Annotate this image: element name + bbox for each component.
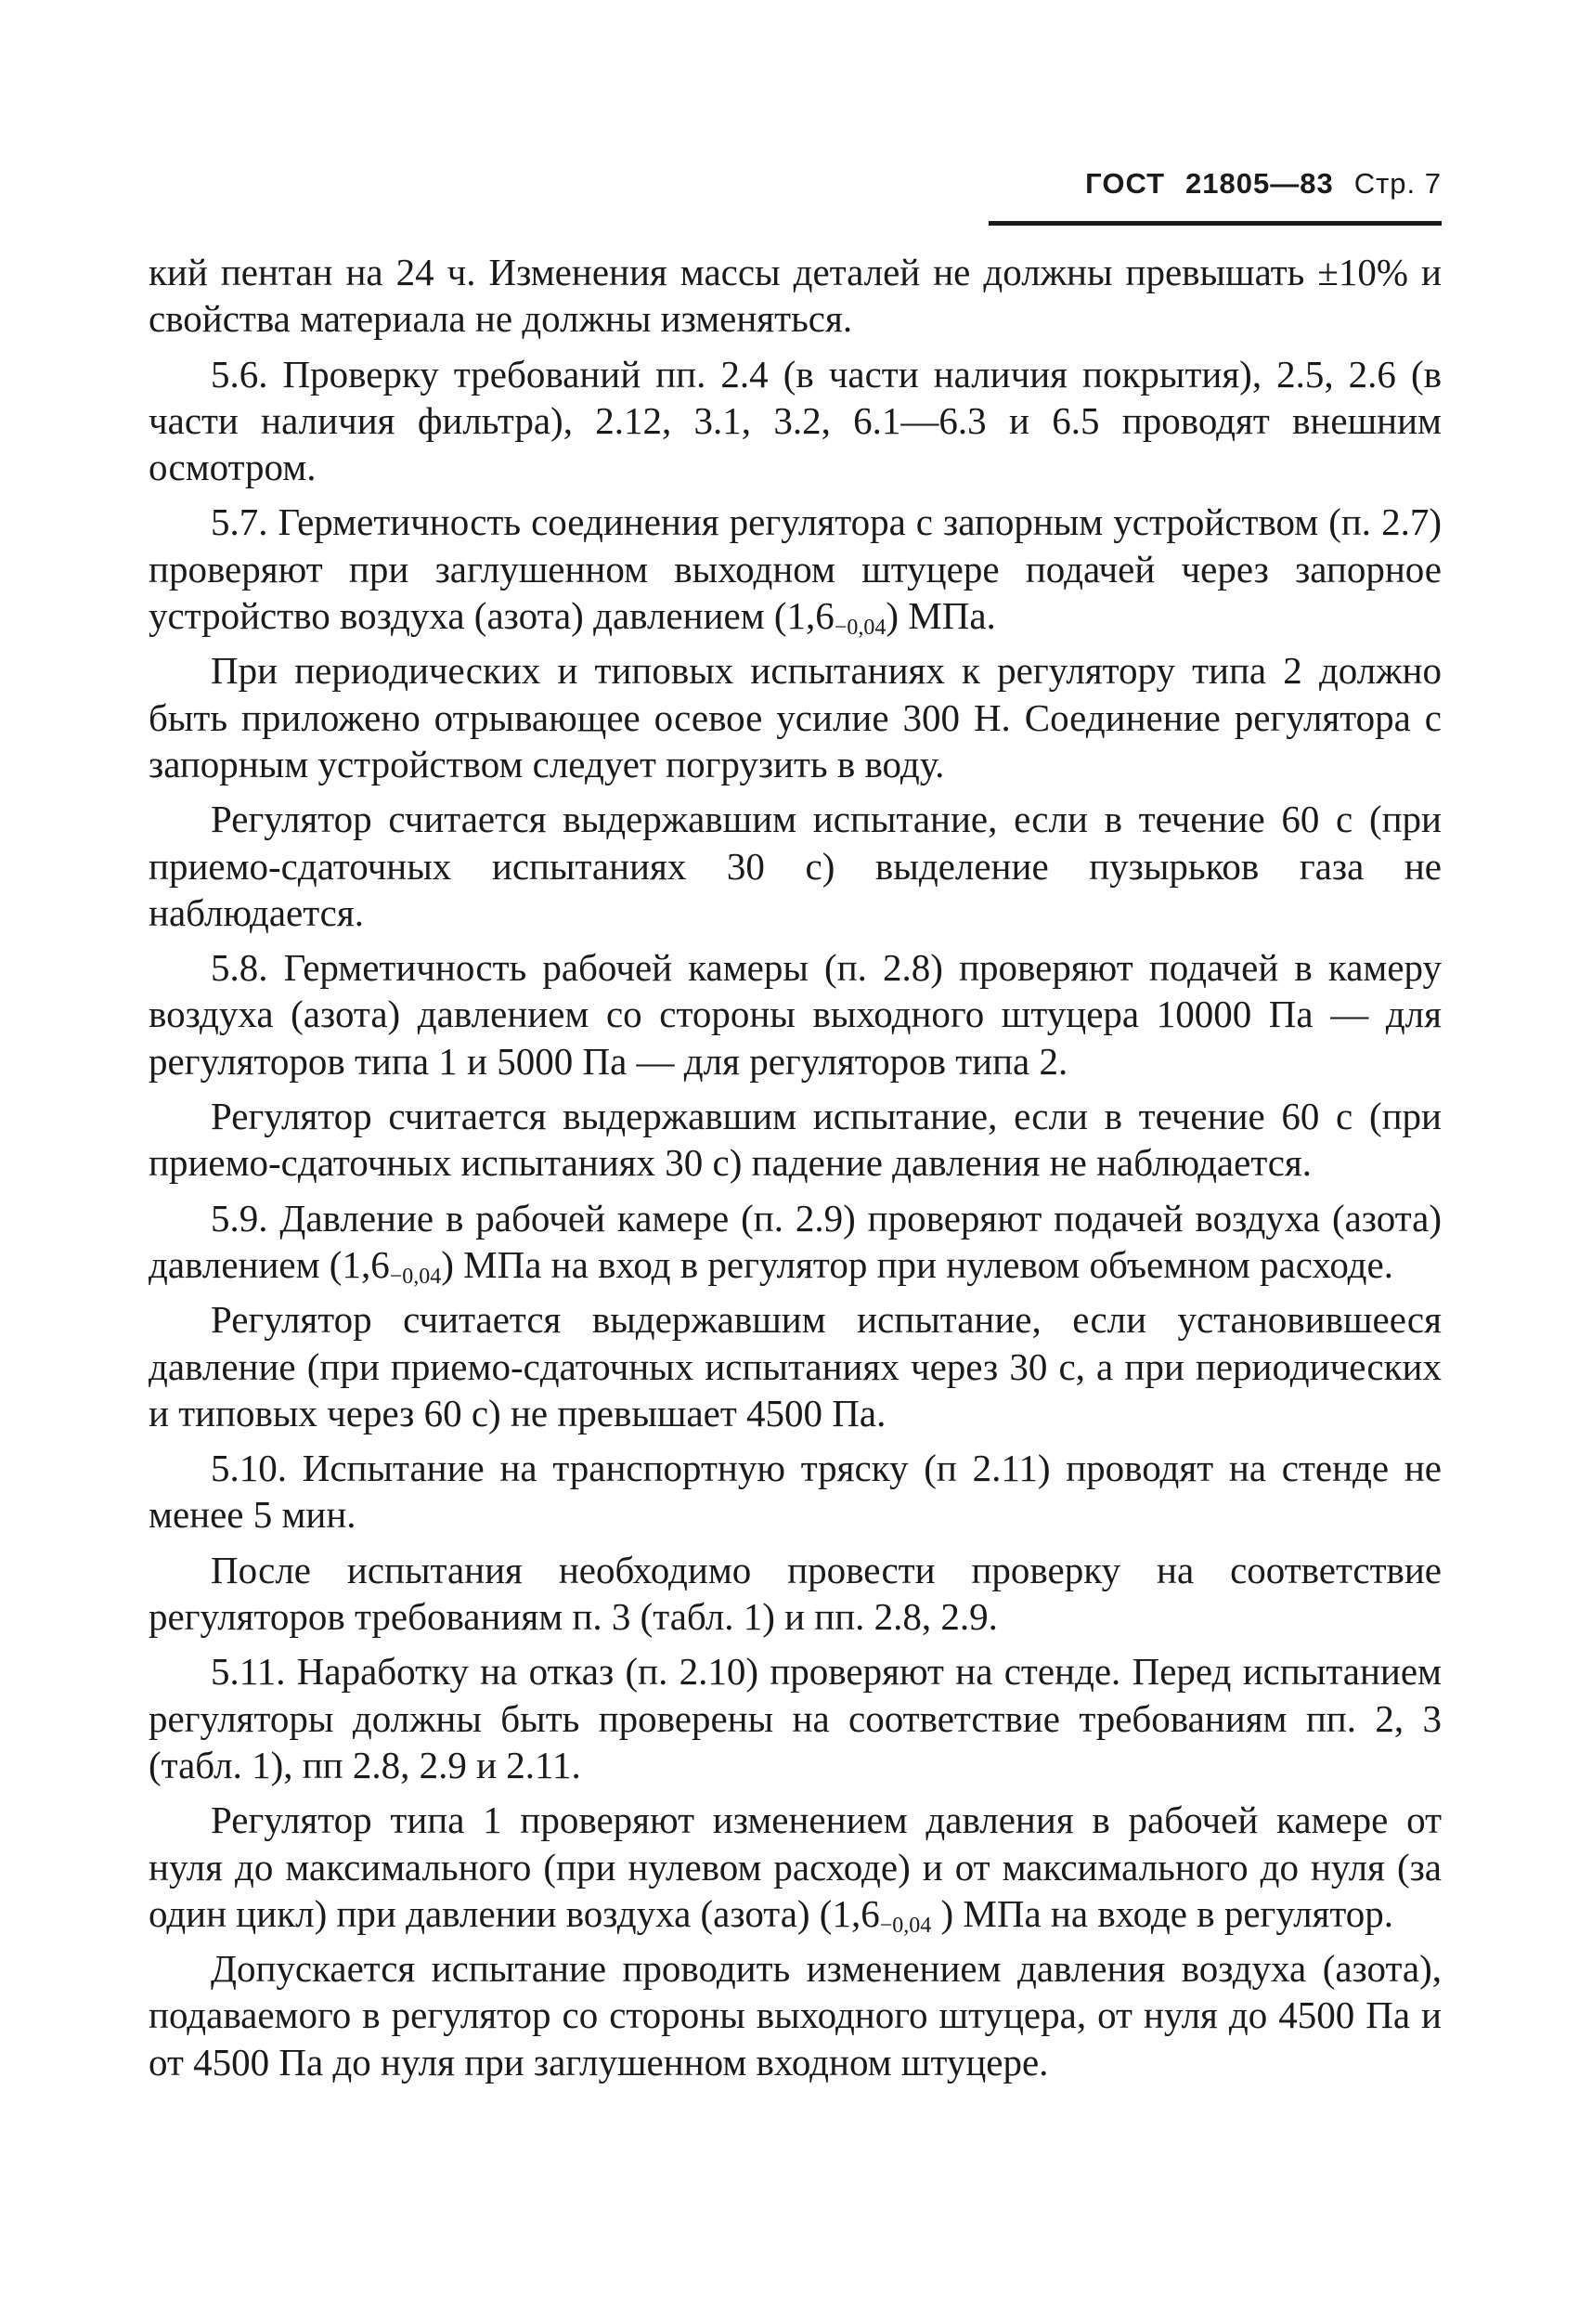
tolerance-subscript: −0,04: [389, 1264, 442, 1289]
page-number: Стр. 7: [1353, 167, 1442, 200]
standard-number: 21805—83: [1185, 167, 1334, 200]
paragraph: Регулятор типа 1 проверяют изменением давления в рабочей камере от нуля до максимального (при нулевом расходе) и от максимального до нуля (за один цикл) при давлении воздуха (азота) ($1,6_{-0,04}$ ) МПа на входе в регулятор.: [149, 1798, 1442, 1938]
paragraph-5-8: 5.8. Герметичность рабочей камеры (п. 2.8) проверяют подачей в камеру воздуха (азота) давлением со стороны выходного штуцера 10000 Па — для регуляторов типа 1 и 5000 Па — для регуляторов типа 2.: [149, 946, 1442, 1083]
paragraph-continuation: кий пентан на 24 ч. Изменения массы деталей не должны превышать ±10% и свойства материала не должны изменяться.: [149, 251, 1442, 341]
paragraph: После испытания необходимо провести проверку на соответствие регуляторов требованиям п. 3 (табл. 1) и пп. 2.8, 2.9.: [149, 1548, 1442, 1639]
paragraph-5-11: 5.11. Наработку на отказ (п. 2.10) проверяют на стенде. Перед испытанием регуляторы должны быть проверены на соответствие требованиям пп. 2, 3 (табл. 1), пп 2.8, 2.9 и 2.11.: [149, 1650, 1442, 1786]
page-header: [989, 167, 1442, 226]
paragraph-5-9: 5.9. Давление в рабочей камере (п. 2.9) проверяют подачей воздуха (азота) давлением $(1,6_{-0,04})$ МПа на вход в регулятор при нулевом объемном расходе.: [149, 1196, 1442, 1289]
paragraph: Регулятор считается выдержавшим испытание, если в течение 60 с (при приемо-сдаточных испытаниях 30 с) падение давления не наблюдается.: [149, 1095, 1442, 1185]
paragraph: Допускается испытание проводить изменением давления воздуха (азота), подаваемого в регулятор со стороны выходного штуцера, от нуля до 4500 Па и от 4500 Па до нуля при заглушенном входном штуцере.: [149, 1947, 1442, 2084]
tolerance-subscript: −0,04: [834, 616, 887, 641]
paragraph: Регулятор считается выдержавшим испытание, если установившееся давление (при приемо-сдаточных испытаниях через 30 с, а при периодических и типовых через 60 с) не превышает 4500 Па.: [149, 1298, 1442, 1435]
tolerance-subscript: −0,04: [879, 1913, 932, 1938]
paragraph: Регулятор считается выдержавшим испытание, если в течение 60 с (при приемо-сдаточных испытаниях 30 с) выделение пузырьков газа не наблюдается.: [149, 798, 1442, 934]
paragraph: При периодических и типовых испытаниях к регулятору типа 2 должно быть приложено отрывающее осевое усилие 300 Н. Соединение регулятора с запорным устройством следует погрузить в воду.: [149, 649, 1442, 785]
paragraph-5-7: 5.7. Герметичность соединения регулятора с запорным устройством (п. 2.7) проверяют при заглушенном выходном штуцере подачей через запорное устройство воздуха (азота) давлением $(1,6_{-0,04})$ МПа.: [149, 500, 1442, 641]
paragraph-5-10: 5.10. Испытание на транспортную тряску (п 2.11) проводят на стенде не менее 5 мин.: [149, 1447, 1442, 1537]
document-body: [149, 249, 1442, 2094]
paragraph-5-6: 5.6. Проверку требований пп. 2.4 (в части наличия покрытия), 2.5, 2.6 (в части наличия фильтра), 2.12, 3.1, 3.2, 6.1—6.3 и 6.5 проводят внешним осмотром.: [149, 352, 1442, 489]
standard-label: ГОСТ: [1085, 167, 1166, 200]
